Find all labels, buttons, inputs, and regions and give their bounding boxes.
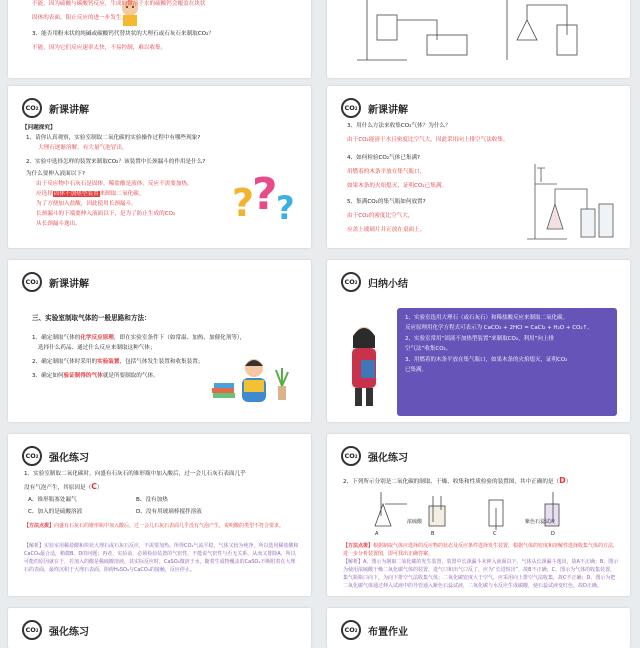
- option-label-c: C: [493, 531, 497, 537]
- question-3: 3、用什么方法来收集CO₂气体？为什么？: [347, 123, 451, 129]
- slide-title: 强化练习: [49, 452, 89, 464]
- slide-8: [327, 434, 630, 596]
- slide-5: [8, 260, 311, 422]
- slide-header: [341, 620, 408, 640]
- question-2-sub: 为什么要伸入液面以下?: [26, 171, 85, 177]
- option-c: C、加入的是硫酸溶液: [28, 509, 83, 515]
- slide-title: 布置作业: [368, 626, 408, 638]
- step-3: 3、确定如何验证制得的气体就是所要制取的气体。: [32, 373, 159, 379]
- option-b: B、没有加热: [136, 497, 168, 503]
- co2-logo-icon: CO 2: [22, 272, 42, 292]
- slide-3: [8, 86, 311, 248]
- reading-girl-image: [208, 350, 298, 410]
- summary-point-3: 3、用燃着的木条平放在集气瓶口，如果木条的火焰熄灭，证明CO₂: [405, 357, 568, 363]
- teacher-image: [339, 318, 389, 408]
- slide-2: [327, 0, 630, 78]
- answer-5: 由于CO₂的密度比空气大，: [347, 213, 414, 219]
- slide-header: [22, 272, 89, 292]
- method-tip: 【方法点拨】向盛有石灰石的锥形瓶中加入酸后，过一会儿石灰石表面几乎没有气泡产生，说明酸的类型不符合要求。: [24, 523, 285, 529]
- co2-logo-icon: CO 2: [341, 272, 361, 292]
- option-d: D、没有用玻璃棒搅拌溶液: [136, 509, 202, 515]
- section-heading: 三、实验室制取气体的一般思路和方法：: [32, 314, 151, 322]
- slide-header: [341, 98, 408, 118]
- option-a: A、锥形瓶塞处漏气: [28, 497, 77, 503]
- slide-10: [327, 608, 630, 648]
- question-5: 5、集满CO₂的集气瓶如何放置?: [347, 199, 426, 205]
- lab-apparatus-image: [327, 0, 630, 78]
- option-label-d: D: [551, 531, 555, 537]
- answer-1: 大理石逐渐溶解，有大量气泡冒出。: [38, 145, 128, 151]
- step-1-cont: 选择什么药品、通过什么反应来制取这种气体；: [38, 345, 156, 351]
- answer-line: 不能，因为硫酸与碳酸钙反应，生成的微溶于水的硫酸钙会覆盖在块状: [32, 1, 206, 7]
- option-label-a: A: [375, 531, 379, 537]
- slide-title: 强化练习: [49, 626, 89, 638]
- slide-title: 强化练习: [368, 452, 408, 464]
- answer-3: 不能，因为它们反应速率太快，不易控制，难以收集。: [32, 45, 167, 51]
- answer-5: 应盖上玻璃片并正放在桌面上。: [347, 227, 426, 233]
- summary-point-2: 2、实验室常用“固液不加热型装置”来制取CO₂，利用“向上排: [405, 336, 554, 342]
- svg-text:?: ?: [232, 181, 255, 225]
- question-marks-image: [230, 171, 300, 231]
- svg-text:?: ?: [252, 171, 278, 220]
- svg-text:?: ?: [276, 189, 295, 227]
- answer-4: 用燃着的木条平放在集气瓶口，: [347, 169, 426, 175]
- co2-logo-icon: CO 2: [341, 446, 361, 466]
- summary-point-1: 1、实验室选用大理石（或石灰石）和稀盐酸反应来制取二氧化碳。: [405, 315, 569, 321]
- slide-6: [327, 260, 630, 422]
- slide-title: 新课讲解: [49, 278, 89, 290]
- summary-point-2-cont: 空气法”收集CO₂。: [405, 345, 452, 352]
- explanation: 【解析】A、图示为制取二氧化碳的发生装置，装置中长颈漏斗未伸入液面以下，气体从长颈漏斗逸出，故A不正确；B、图示为使用浓硫酸干燥二氧化碳气体的装置，进气口和出气口反了，应为“长进短出”，故B不正确；C、图示为气体的收集装置，集气瓶瓶口向下，为向下排空气法收集气体；二氧化碳密度大于空气，应采用向上排空气法收集，故C不正确；D、图示为把二氧化碳气体通过伸入试液中的导管通入紫色石蕊试液，二氧化碳与水反应生成碳酸，使石蕊试液变红色，故D正确。: [343, 559, 619, 589]
- slide-title: 新课讲解: [368, 104, 408, 116]
- co2-logo-icon: CO 2: [341, 98, 361, 118]
- answer-2-line: 由于反应物中石灰石是固体，稀盐酸是液体，反应不需要加热，: [36, 181, 193, 187]
- answer-line: 固体的表面，阻止反应的进一步发生。: [32, 15, 128, 21]
- section-label: 【问题探究】: [22, 125, 56, 131]
- slide-title: 归纳小结: [368, 278, 408, 290]
- slide-title: 新课讲解: [49, 104, 89, 116]
- summary-box: [397, 308, 617, 416]
- step-1: 1、确定制取气体的化学反应原理，即在实验室条件下（如常温、加热、加催化剂等），: [32, 335, 246, 341]
- collection-apparatus-image: [507, 154, 617, 244]
- option-label-b: B: [431, 531, 435, 537]
- answer-2-line: 长颈漏斗的下端要伸入液面以下，是为了防止生成的CO₂: [36, 211, 176, 217]
- slide-1: [8, 0, 311, 78]
- answer-2-line: 从长颈漏斗逸出。: [36, 221, 81, 227]
- reagent-label-b: 浓硫酸: [407, 519, 423, 525]
- question-2: 2、下列所示分别是二氧化碳的制取、干燥、收集和性质检验的装置图，其中正确的是（D）: [343, 476, 572, 485]
- question-1: 1、请你认真观察，实验室制取二氧化碳的实验操作过程中有哪些现象?: [26, 135, 201, 141]
- summary-point-3-cont: 已集满。: [405, 366, 428, 373]
- slide-header: [341, 446, 408, 466]
- step-2: 2、确定制取气体时采用的实验装置，包括气体发生装置和收集装置；: [32, 359, 204, 365]
- reagent-label-d: 紫色石蕊试液: [525, 519, 556, 525]
- slide-4: [327, 86, 630, 248]
- question-1: 1、实验室制取二氧化碳时，向盛有石灰石的锥形瓶中加入酸后，过一会儿石灰石表面几乎: [24, 471, 246, 477]
- co2-logo-icon: CO 2: [22, 446, 42, 466]
- question-1-cont: 没有气泡产生，其原因是（C）: [24, 482, 103, 491]
- question-4: 4、如何检验CO₂气体已集满?: [347, 155, 421, 161]
- slide-9: [8, 608, 311, 648]
- slide-header: [341, 272, 408, 292]
- answer-4: 如果木条的火焰熄灭，证明CO₂已集满。: [347, 183, 448, 189]
- slide-header: [22, 620, 89, 640]
- answer-2-line: 应选择固体不加热型装置来制取二氧化碳。: [36, 191, 145, 197]
- slide-header: [22, 446, 89, 466]
- co2-logo-icon: CO 2: [22, 620, 42, 640]
- summary-equation: 反应原理用化学方程式可表示为 CaCO₃ + 2HCl = CaCl₂ + H₂O + CO₂↑。: [405, 324, 593, 331]
- answer-3: 由于CO₂能溶于水且密度比空气大，因此采用向上排空气法收集。: [347, 137, 509, 143]
- slide-7: [8, 434, 311, 596]
- method-tip: 【方法点拨】根据制取气体应选择的反应物的状态及反应条件选择发生装置，根据气体的密度和溶解性选择收集气体的方法，进一步分析装置图，即可找出正确答案。: [343, 543, 619, 557]
- question-2: 2、实验中选择怎样的装置来制取CO₂？该装置中长颈漏斗的作用是什么?: [26, 159, 206, 165]
- co2-logo-icon: CO 2: [341, 620, 361, 640]
- explanation: 【解析】实验室用稀盐酸和块状大理石或石灰石反应，不需要加热。所得CO₂气流平稳，气体又较为纯净，所以选用稀盐酸和CaCO₃最合适，稍微B、D的问题；再者，实验前，必须检验装置的气密性，不能说气密性与否无关系，从而又排除A，所以可能的原因就在于，若加入的酸是稀硫酸溶液，其实际反应时，CaSO₄微溶于水，随着生成物覆盖的CaSO₄不断附着在大理石的表面，最终沉积于大理石表面，阻碍H₂SO₄与CaCO₃的接触，反应停止。: [24, 543, 299, 573]
- slide-header: [22, 98, 89, 118]
- question-3: 3、能否用粉末状的纯碱或碳酸钙代替块状的大理石或石灰石来制取CO₂？: [32, 31, 214, 37]
- answer-2-line: 为了方便加入盐酸，因此使用长颈漏斗。: [36, 201, 137, 207]
- co2-logo-icon: CO 2: [22, 98, 42, 118]
